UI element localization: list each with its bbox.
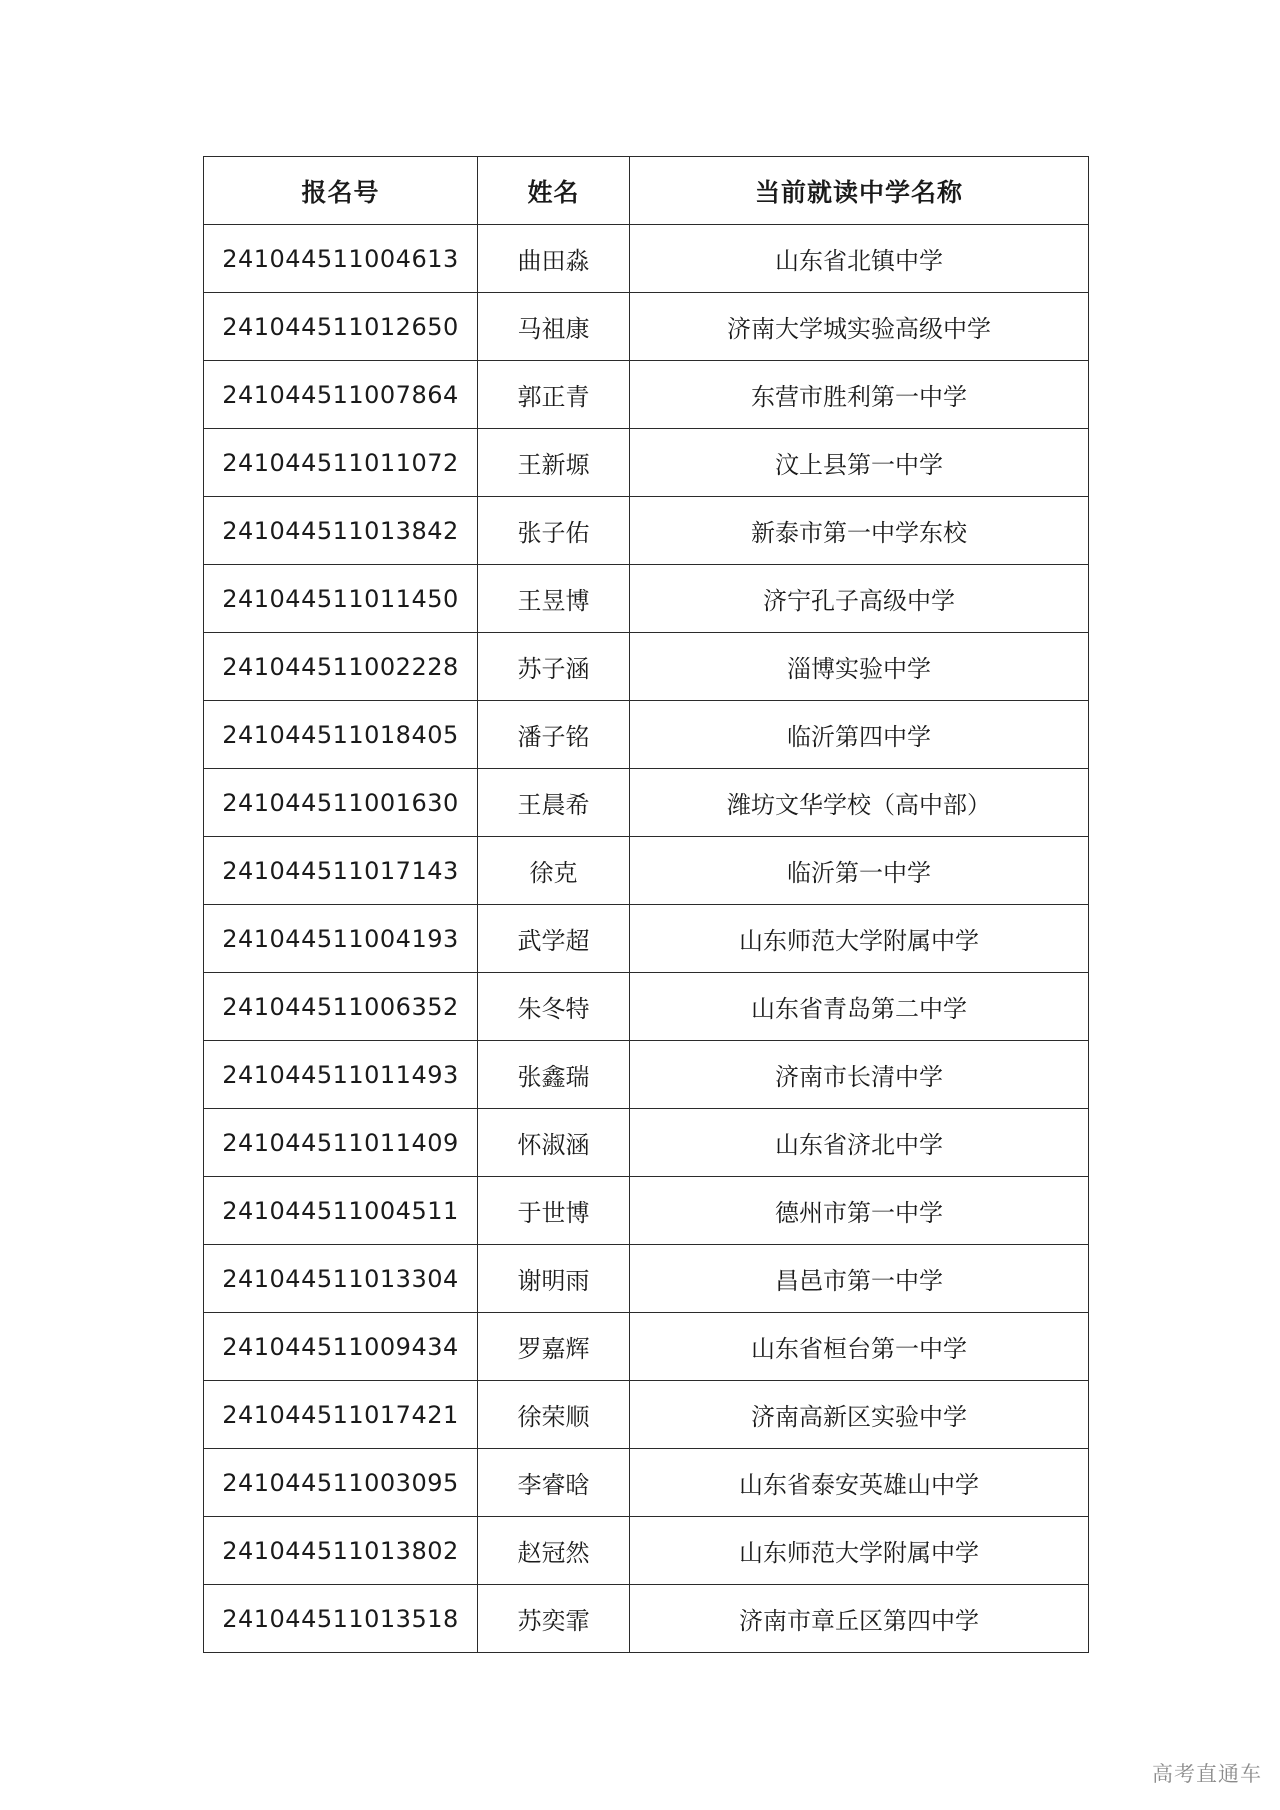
- table-row: [204, 769, 1089, 837]
- table-body: [204, 225, 1089, 1653]
- school-name-cell: 山东师范大学附属中学: [630, 905, 1089, 973]
- student-name-cell: 徐荣顺: [478, 1381, 630, 1449]
- student-name-cell: 张鑫瑞: [478, 1041, 630, 1109]
- table-row: [204, 1245, 1089, 1313]
- table-row: [204, 1041, 1089, 1109]
- table-row: [204, 837, 1089, 905]
- student-name-cell: 苏奕霏: [478, 1585, 630, 1653]
- registration-number-cell: 241044511017421: [204, 1381, 478, 1449]
- student-name-cell: 潘子铭: [478, 701, 630, 769]
- school-name-cell: 济南市长清中学: [630, 1041, 1089, 1109]
- table-row: [204, 1109, 1089, 1177]
- table-row: [204, 701, 1089, 769]
- table-header-row: [204, 157, 1089, 225]
- admission-list-table: [203, 156, 1089, 1653]
- registration-number-cell: 241044511012650: [204, 293, 478, 361]
- header-name: 姓名: [478, 157, 630, 225]
- registration-number-cell: 241044511004613: [204, 225, 478, 293]
- student-name-cell: 王新塬: [478, 429, 630, 497]
- school-name-cell: 潍坊文华学校（高中部）: [630, 769, 1089, 837]
- table-row: [204, 973, 1089, 1041]
- header-registration-number: 报名号: [204, 157, 478, 225]
- registration-number-cell: 241044511009434: [204, 1313, 478, 1381]
- table-row: [204, 497, 1089, 565]
- registration-number-cell: 241044511013518: [204, 1585, 478, 1653]
- header-school-name: 当前就读中学名称: [630, 157, 1089, 225]
- student-name-cell: 罗嘉辉: [478, 1313, 630, 1381]
- school-name-cell: 济宁孔子高级中学: [630, 565, 1089, 633]
- school-name-cell: 山东省济北中学: [630, 1109, 1089, 1177]
- school-name-cell: 济南大学城实验高级中学: [630, 293, 1089, 361]
- registration-number-cell: 241044511007864: [204, 361, 478, 429]
- school-name-cell: 昌邑市第一中学: [630, 1245, 1089, 1313]
- table-row: [204, 633, 1089, 701]
- registration-number-cell: 241044511011409: [204, 1109, 478, 1177]
- registration-number-cell: 241044511013842: [204, 497, 478, 565]
- registration-number-cell: 241044511013304: [204, 1245, 478, 1313]
- table-row: [204, 293, 1089, 361]
- table-row: [204, 1449, 1089, 1517]
- student-name-cell: 谢明雨: [478, 1245, 630, 1313]
- registration-number-cell: 241044511011450: [204, 565, 478, 633]
- school-name-cell: 济南市章丘区第四中学: [630, 1585, 1089, 1653]
- registration-number-cell: 241044511004193: [204, 905, 478, 973]
- registration-number-cell: 241044511006352: [204, 973, 478, 1041]
- school-name-cell: 东营市胜利第一中学: [630, 361, 1089, 429]
- school-name-cell: 山东师范大学附属中学: [630, 1517, 1089, 1585]
- table-row: [204, 905, 1089, 973]
- student-name-cell: 张子佑: [478, 497, 630, 565]
- school-name-cell: 德州市第一中学: [630, 1177, 1089, 1245]
- table-row: [204, 429, 1089, 497]
- student-name-cell: 李睿晗: [478, 1449, 630, 1517]
- school-name-cell: 山东省桓台第一中学: [630, 1313, 1089, 1381]
- table-row: [204, 1177, 1089, 1245]
- watermark-text: 高考直通车: [1152, 1762, 1262, 1786]
- table-row: [204, 1313, 1089, 1381]
- registration-number-cell: 241044511013802: [204, 1517, 478, 1585]
- registration-number-cell: 241044511003095: [204, 1449, 478, 1517]
- school-name-cell: 山东省北镇中学: [630, 225, 1089, 293]
- table-row: [204, 565, 1089, 633]
- registration-number-cell: 241044511002228: [204, 633, 478, 701]
- registration-number-cell: 241044511001630: [204, 769, 478, 837]
- school-name-cell: 山东省泰安英雄山中学: [630, 1449, 1089, 1517]
- table-row: [204, 1585, 1089, 1653]
- table-row: [204, 1381, 1089, 1449]
- table-row: [204, 361, 1089, 429]
- school-name-cell: 淄博实验中学: [630, 633, 1089, 701]
- school-name-cell: 山东省青岛第二中学: [630, 973, 1089, 1041]
- student-name-cell: 怀淑涵: [478, 1109, 630, 1177]
- school-name-cell: 临沂第一中学: [630, 837, 1089, 905]
- student-name-cell: 马祖康: [478, 293, 630, 361]
- registration-number-cell: 241044511004511: [204, 1177, 478, 1245]
- student-name-cell: 赵冠然: [478, 1517, 630, 1585]
- student-name-cell: 朱冬特: [478, 973, 630, 1041]
- student-name-cell: 郭正青: [478, 361, 630, 429]
- student-name-cell: 徐克: [478, 837, 630, 905]
- student-name-cell: 武学超: [478, 905, 630, 973]
- table-row: [204, 1517, 1089, 1585]
- school-name-cell: 临沂第四中学: [630, 701, 1089, 769]
- school-name-cell: 济南高新区实验中学: [630, 1381, 1089, 1449]
- table-row: [204, 225, 1089, 293]
- student-name-cell: 王昱博: [478, 565, 630, 633]
- registration-number-cell: 241044511018405: [204, 701, 478, 769]
- registration-number-cell: 241044511011493: [204, 1041, 478, 1109]
- student-name-cell: 于世博: [478, 1177, 630, 1245]
- school-name-cell: 汶上县第一中学: [630, 429, 1089, 497]
- registration-number-cell: 241044511017143: [204, 837, 478, 905]
- student-name-cell: 苏子涵: [478, 633, 630, 701]
- student-name-cell: 曲田淼: [478, 225, 630, 293]
- registration-number-cell: 241044511011072: [204, 429, 478, 497]
- school-name-cell: 新泰市第一中学东校: [630, 497, 1089, 565]
- student-name-cell: 王晨希: [478, 769, 630, 837]
